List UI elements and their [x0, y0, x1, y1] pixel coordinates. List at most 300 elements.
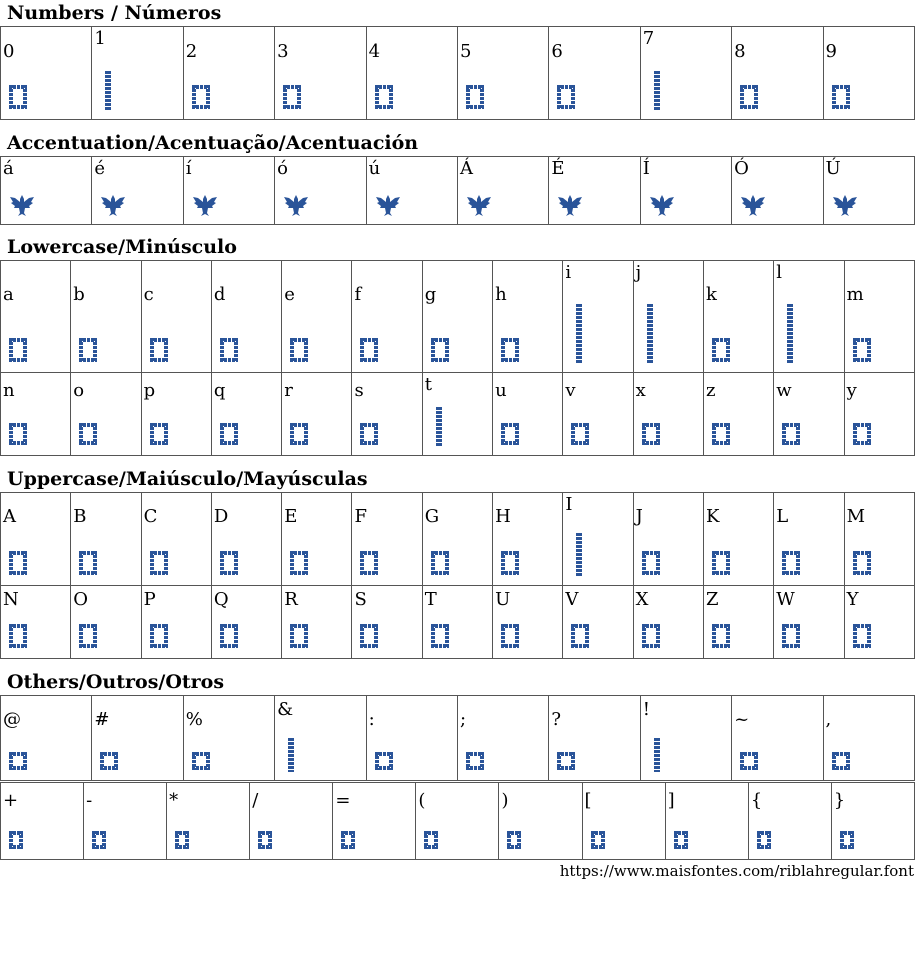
glyph-label: %: [185, 709, 203, 730]
glyph-icon: [424, 831, 438, 849]
glyph-cell: [366, 157, 457, 225]
glyph-cell: [493, 373, 563, 456]
glyph-label: E: [284, 506, 298, 527]
glyph-label: (: [418, 790, 426, 811]
glyph-label: i: [565, 262, 572, 283]
glyph-cell: [633, 373, 703, 456]
glyph-cell: [732, 696, 823, 781]
glyph-preview: [431, 551, 449, 575]
glyph-icon: [79, 551, 97, 575]
glyph-icon: [832, 752, 850, 770]
glyph-icon: [360, 338, 378, 362]
glyph-label: U: [495, 589, 511, 610]
glyph-preview: [375, 85, 393, 109]
glyph-preview: [782, 423, 800, 445]
glyph-label: !: [642, 699, 650, 720]
glyph-row: [1, 586, 915, 659]
glyph-label: @: [3, 709, 21, 730]
glyph-label: d: [213, 284, 226, 305]
glyph-cell: [774, 261, 844, 373]
glyph-icon: [175, 831, 189, 849]
glyph-preview: [557, 752, 575, 770]
glyph-label: B: [73, 506, 87, 527]
glyph-icon: [150, 624, 168, 648]
glyph-icon: [341, 831, 355, 849]
glyph-preview: [100, 752, 118, 770]
glyph-label: n: [3, 380, 15, 401]
glyph-icon: [782, 551, 800, 575]
glyph-preview: [150, 624, 168, 648]
glyph-label: q: [213, 380, 226, 401]
glyph-label: b: [73, 284, 85, 305]
glyph-icon: [290, 338, 308, 362]
glyph-cell: [1, 696, 92, 781]
glyph-label: V: [565, 589, 579, 610]
glyph-icon: [431, 551, 449, 575]
glyph-cell: [275, 157, 366, 225]
glyph-cell: [774, 373, 844, 456]
glyph-row: [1, 783, 915, 860]
glyph-preview: [571, 533, 587, 577]
glyph-label: x: [635, 380, 646, 401]
glyph-icon: [9, 551, 27, 575]
glyph-icon: [431, 407, 447, 447]
glyph-label: m: [846, 284, 864, 305]
glyph-row: [1, 493, 915, 586]
glyph-cell: [844, 261, 914, 373]
glyph-cell: [92, 27, 183, 120]
glyph-preview: [501, 551, 519, 575]
glyph-preview: [175, 831, 189, 849]
glyph-label: 0: [3, 41, 15, 62]
glyph-label: #: [94, 709, 110, 730]
glyph-label: ó: [277, 158, 289, 179]
glyph-cell: [211, 493, 281, 586]
glyph-label: c: [143, 284, 154, 305]
glyph-cell: [748, 783, 831, 860]
glyph-preview: [9, 423, 27, 445]
glyph-preview: [740, 192, 766, 218]
glyph-icon: [557, 752, 575, 770]
glyph-cell: [1, 586, 71, 659]
glyph-preview: [9, 85, 27, 109]
glyph-preview: [757, 831, 771, 849]
glyph-icon: [853, 338, 871, 362]
glyph-label: ú: [368, 158, 381, 179]
glyph-preview: [283, 192, 309, 218]
glyph-cell: [633, 586, 703, 659]
glyph-preview: [507, 831, 521, 849]
glyph-label: á: [3, 158, 14, 179]
glyph-icon: [642, 551, 660, 575]
glyph-cell: [493, 493, 563, 586]
glyph-icon: [649, 71, 665, 111]
glyph-cell: [1, 493, 71, 586]
glyph-preview: [220, 423, 238, 445]
glyph-icon: [853, 423, 871, 445]
glyph-icon: [9, 624, 27, 648]
glyph-cell: [703, 493, 773, 586]
glyph-row: [1, 261, 915, 373]
glyph-label: A: [3, 506, 16, 527]
glyph-label: Y: [846, 589, 859, 610]
glyph-cell: [1, 783, 84, 860]
glyph-cell: [633, 261, 703, 373]
glyph-icon: [283, 85, 301, 109]
others-table-row2: [0, 782, 915, 860]
glyph-label: é: [94, 158, 106, 179]
glyph-preview: [649, 192, 675, 218]
glyph-label: t: [424, 374, 433, 395]
glyph-cell: [844, 373, 914, 456]
glyph-icon: [782, 624, 800, 648]
glyph-cell: [141, 261, 211, 373]
glyph-icon: [571, 304, 587, 364]
glyph-cell: [366, 27, 457, 120]
glyph-icon: [220, 624, 238, 648]
glyph-icon: [740, 85, 758, 109]
glyph-cell: [352, 493, 422, 586]
glyph-icon: [220, 423, 238, 445]
glyph-preview: [9, 551, 27, 575]
glyph-label: [: [584, 790, 592, 811]
glyph-preview: [712, 338, 730, 362]
glyph-preview: [431, 624, 449, 648]
eagle-icon: [100, 192, 126, 218]
glyph-cell: [549, 27, 640, 120]
glyph-preview: [360, 423, 378, 445]
glyph-preview: [431, 338, 449, 362]
glyph-icon: [712, 423, 730, 445]
glyph-label: a: [3, 284, 14, 305]
eagle-icon: [740, 192, 766, 218]
glyph-preview: [712, 624, 730, 648]
glyph-label: 1: [94, 28, 106, 49]
glyph-preview: [571, 624, 589, 648]
glyph-cell: [831, 783, 914, 860]
glyph-preview: [840, 831, 854, 849]
glyph-preview: [9, 752, 27, 770]
glyph-label: Ó: [734, 158, 749, 179]
glyph-label: W: [776, 589, 795, 610]
glyph-cell: [183, 696, 274, 781]
glyph-icon: [740, 752, 758, 770]
footer-url-link[interactable]: https://www.maisfontes.com/riblahregular.font: [559, 862, 914, 880]
glyph-cell: [183, 157, 274, 225]
glyph-row: [1, 157, 915, 225]
glyph-label: ,: [825, 709, 832, 730]
glyph-icon: [642, 423, 660, 445]
glyph-preview: [9, 192, 35, 218]
glyph-cell: [84, 783, 167, 860]
glyph-cell: [141, 493, 211, 586]
eagle-icon: [9, 192, 35, 218]
glyph-cell: [823, 157, 914, 225]
glyph-preview: [501, 338, 519, 362]
glyph-cell: [211, 261, 281, 373]
glyph-row: [1, 27, 915, 120]
glyph-icon: [9, 85, 27, 109]
glyph-cell: [549, 696, 640, 781]
glyph-cell: [457, 27, 548, 120]
glyph-label: S: [354, 589, 367, 610]
glyph-label: f: [354, 284, 362, 305]
glyph-icon: [100, 752, 118, 770]
glyph-cell: [703, 373, 773, 456]
glyph-cell: [732, 27, 823, 120]
glyph-label: &: [277, 699, 294, 720]
glyph-icon: [642, 624, 660, 648]
glyph-cell: [366, 696, 457, 781]
glyph-cell: [640, 27, 731, 120]
glyph-icon: [9, 752, 27, 770]
glyph-cell: [141, 373, 211, 456]
glyph-label: h: [495, 284, 507, 305]
glyph-preview: [290, 624, 308, 648]
glyph-row: [1, 696, 915, 781]
glyph-cell: [633, 493, 703, 586]
glyph-cell: [563, 586, 633, 659]
glyph-label: Q: [213, 589, 229, 610]
glyph-preview: [79, 338, 97, 362]
glyph-icon: [466, 752, 484, 770]
glyph-label: k: [705, 284, 717, 305]
glyph-preview: [424, 831, 438, 849]
glyph-label: D: [213, 506, 229, 527]
glyph-preview: [853, 338, 871, 362]
glyph-icon: [840, 831, 854, 849]
glyph-icon: [79, 338, 97, 362]
glyph-cell: [71, 373, 141, 456]
glyph-preview: [9, 338, 27, 362]
glyph-icon: [9, 423, 27, 445]
glyph-label: Í: [642, 158, 650, 179]
glyph-icon: [220, 338, 238, 362]
glyph-preview: [79, 551, 97, 575]
glyph-label: Ú: [825, 158, 841, 179]
glyph-cell: [275, 696, 366, 781]
glyph-preview: [649, 738, 665, 772]
glyph-label: ~: [734, 709, 750, 730]
glyph-cell: [352, 261, 422, 373]
glyph-cell: [732, 157, 823, 225]
glyph-preview: [431, 407, 447, 447]
glyph-preview: [283, 738, 299, 772]
glyph-cell: [141, 586, 211, 659]
eagle-icon: [375, 192, 401, 218]
glyph-preview: [258, 831, 272, 849]
glyph-preview: [642, 624, 660, 648]
glyph-preview: [375, 752, 393, 770]
glyph-preview: [642, 423, 660, 445]
glyph-label: ]: [667, 790, 675, 811]
glyph-label: G: [424, 506, 440, 527]
glyph-preview: [192, 192, 218, 218]
glyph-label: 2: [185, 41, 198, 62]
glyph-icon: [431, 338, 449, 362]
glyph-cell: [665, 783, 748, 860]
glyph-label: ): [501, 790, 509, 811]
glyph-icon: [642, 304, 658, 364]
glyph-label: Z: [705, 589, 719, 610]
glyph-label: O: [73, 589, 89, 610]
glyph-icon: [431, 624, 449, 648]
glyph-icon: [501, 423, 519, 445]
glyph-icon: [571, 423, 589, 445]
glyph-icon: [100, 71, 116, 111]
glyph-cell: [282, 586, 352, 659]
glyph-preview: [9, 624, 27, 648]
accents-table: [0, 156, 915, 225]
glyph-icon: [150, 423, 168, 445]
numbers-table: [0, 26, 915, 120]
section-title-numbers: Numbers / Números: [7, 2, 222, 24]
glyph-preview: [220, 624, 238, 648]
glyph-cell: [282, 373, 352, 456]
glyph-cell: [167, 783, 250, 860]
glyph-cell: [416, 783, 499, 860]
glyph-cell: [1, 261, 71, 373]
glyph-cell: [493, 586, 563, 659]
glyph-icon: [192, 85, 210, 109]
glyph-preview: [853, 624, 871, 648]
glyph-icon: [192, 752, 210, 770]
glyph-cell: [71, 586, 141, 659]
glyph-label: l: [776, 262, 783, 283]
glyph-cell: [703, 261, 773, 373]
glyph-label: 7: [642, 28, 655, 49]
glyph-icon: [9, 338, 27, 362]
lowercase-table: [0, 260, 915, 456]
glyph-cell: [352, 586, 422, 659]
glyph-icon: [360, 423, 378, 445]
glyph-cell: [844, 586, 914, 659]
glyph-label: g: [424, 284, 437, 305]
glyph-preview: [649, 71, 665, 111]
glyph-label: p: [143, 380, 156, 401]
glyph-label: :: [368, 709, 375, 730]
glyph-label: 3: [277, 41, 289, 62]
uppercase-table: [0, 492, 915, 659]
glyph-icon: [375, 752, 393, 770]
glyph-preview: [341, 831, 355, 849]
glyph-preview: [853, 551, 871, 575]
glyph-icon: [501, 624, 519, 648]
glyph-label: 5: [459, 41, 472, 62]
section-title-uppercase: Uppercase/Maiúsculo/Mayúsculas: [7, 468, 368, 490]
glyph-icon: [712, 338, 730, 362]
glyph-icon: [375, 85, 393, 109]
glyph-icon: [853, 624, 871, 648]
glyph-cell: [282, 261, 352, 373]
glyph-label: }: [833, 790, 846, 811]
glyph-cell: [499, 783, 582, 860]
glyph-label: =: [335, 790, 351, 811]
glyph-icon: [290, 423, 308, 445]
glyph-cell: [282, 493, 352, 586]
glyph-label: R: [284, 589, 298, 610]
eagle-icon: [649, 192, 675, 218]
glyph-icon: [258, 831, 272, 849]
glyph-preview: [220, 338, 238, 362]
glyph-label: X: [635, 589, 649, 610]
glyph-preview: [79, 624, 97, 648]
glyph-preview: [740, 85, 758, 109]
glyph-preview: [192, 752, 210, 770]
glyph-preview: [360, 624, 378, 648]
glyph-label: e: [284, 284, 295, 305]
glyph-preview: [150, 423, 168, 445]
glyph-label: N: [3, 589, 19, 610]
glyph-label: s: [354, 380, 364, 401]
glyph-label: Á: [459, 158, 473, 179]
glyph-icon: [283, 738, 299, 772]
glyph-icon: [360, 551, 378, 575]
glyph-preview: [100, 192, 126, 218]
glyph-icon: [757, 831, 771, 849]
glyph-icon: [832, 85, 850, 109]
glyph-cell: [493, 261, 563, 373]
glyph-label: ?: [551, 709, 561, 730]
glyph-cell: [92, 157, 183, 225]
glyph-icon: [501, 338, 519, 362]
glyph-icon: [591, 831, 605, 849]
glyph-preview: [360, 338, 378, 362]
glyph-preview: [375, 192, 401, 218]
glyph-cell: [823, 27, 914, 120]
glyph-cell: [352, 373, 422, 456]
glyph-cell: [457, 157, 548, 225]
glyph-preview: [192, 85, 210, 109]
glyph-icon: [507, 831, 521, 849]
glyph-icon: [712, 624, 730, 648]
glyph-cell: [1, 157, 92, 225]
glyph-preview: [832, 192, 858, 218]
glyph-cell: [275, 27, 366, 120]
glyph-label: o: [73, 380, 85, 401]
glyph-preview: [712, 551, 730, 575]
glyph-cell: [549, 157, 640, 225]
glyph-cell: [774, 493, 844, 586]
eagle-icon: [832, 192, 858, 218]
glyph-label: r: [284, 380, 293, 401]
glyph-label: v: [565, 380, 576, 401]
glyph-icon: [649, 738, 665, 772]
glyph-cell: [183, 27, 274, 120]
glyph-icon: [571, 533, 587, 577]
others-table-row1: [0, 695, 915, 781]
glyph-cell: [422, 261, 492, 373]
glyph-preview: [79, 423, 97, 445]
glyph-cell: [250, 783, 333, 860]
glyph-cell: [422, 586, 492, 659]
glyph-label: -: [86, 790, 93, 811]
glyph-preview: [674, 831, 688, 849]
glyph-label: M: [846, 506, 865, 527]
glyph-preview: [712, 423, 730, 445]
glyph-icon: [571, 624, 589, 648]
glyph-preview: [290, 551, 308, 575]
glyph-icon: [79, 423, 97, 445]
glyph-label: /: [252, 790, 259, 811]
glyph-cell: [71, 261, 141, 373]
glyph-cell: [703, 586, 773, 659]
glyph-icon: [150, 338, 168, 362]
section-title-accents: Accentuation/Acentuação/Acentuación: [7, 132, 419, 154]
glyph-preview: [290, 338, 308, 362]
glyph-cell: [563, 493, 633, 586]
glyph-label: J: [635, 506, 643, 527]
